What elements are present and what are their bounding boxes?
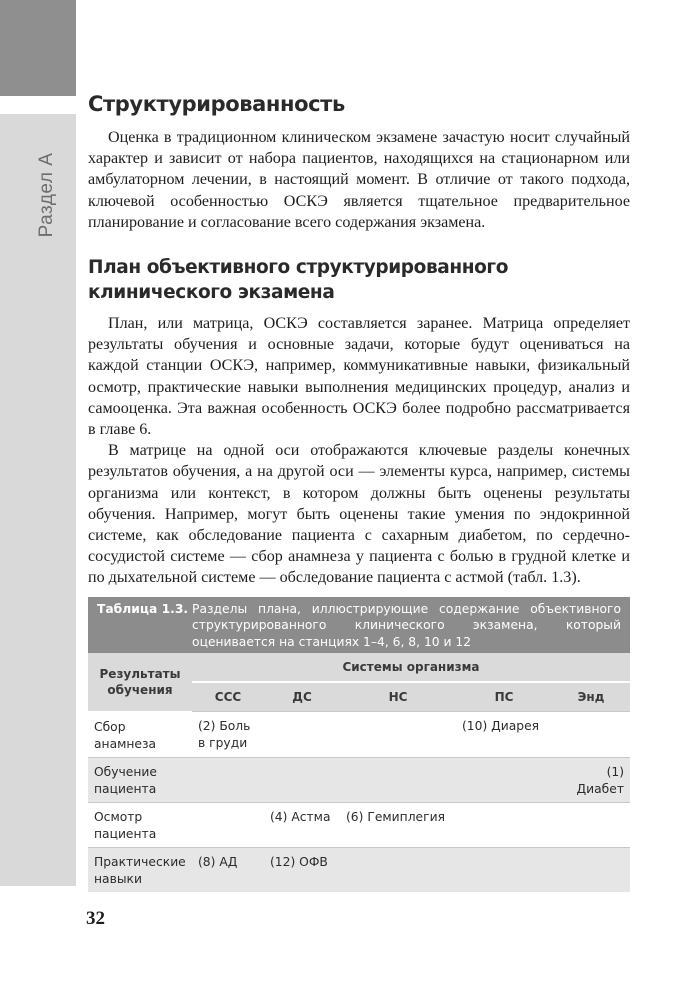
sidebar-top-block: [0, 0, 76, 96]
section-title-osce-plan: План объективного структурированного клинического экзамена: [88, 257, 508, 304]
table-cell: [340, 712, 456, 758]
table-cell: [340, 847, 456, 892]
table-cell: [192, 802, 264, 847]
column-header-ps: ПС: [456, 682, 552, 712]
row-label: Сбор анамнеза: [88, 712, 192, 758]
table-cell: (8) АД: [192, 847, 264, 892]
table-cell: [340, 757, 456, 802]
paragraph-plan-2: В матрице на одной оси отображаются ключевые разделы конечных результатов обучения, а на другой оси — элементы курса, например, системы организма или контекст, в котором должны быть оценены результаты обучения. Например, могут быть оценены такие умения по эндокринной системе, как обследование пациента с сахарным диабетом, по сердечно-сосудистой системе — сбор анамнеза у пациента с болью в грудной клетке и по дыхательной системе — обследование пациента с астмой (табл. 1.3).: [88, 442, 630, 587]
table-caption-text: Разделы плана, иллюстрирующие содержание объективного структурированного клинического экзамена, который оценивается на станциях 1–4, 6, 8, 10 и 12: [192, 601, 621, 649]
table-cell: [552, 847, 630, 892]
column-header-ds: ДС: [264, 682, 340, 712]
table-cell: [456, 847, 552, 892]
table-cell: [456, 757, 552, 802]
table-cell: (4) Астма: [264, 802, 340, 847]
table-row: [88, 712, 630, 758]
table-row: [88, 802, 630, 847]
table-caption-label: Таблица 1.3.: [97, 601, 189, 616]
row-label: Практические навыки: [88, 847, 192, 892]
table-caption: [88, 597, 630, 654]
group-header-systems: Системы организма: [192, 653, 630, 682]
row-label: Осмотр пациента: [88, 802, 192, 847]
paragraph-structure: Оценка в традиционном клиническом экзамене зачастую носит случайный характер и зависит от набора пациентов, находящихся на стационарном или амбулаторном лечении, в настоящий момент. В отличие от такого подхода, ключевой особенностью ОСКЭ является тщательное предварительное планирование и согласование всего содержания экзамена.: [88, 129, 630, 231]
table-cell: [264, 712, 340, 758]
blueprint-table: [88, 653, 630, 892]
table-cell: [456, 802, 552, 847]
row-header-outcomes: Результаты обучения: [88, 653, 192, 712]
table-cell: [192, 757, 264, 802]
column-header-end: Энд: [552, 682, 630, 712]
table-cell: [552, 712, 630, 758]
table-cell: (10) Диарея: [456, 712, 552, 758]
table-cell: (6) Гемиплегия: [340, 802, 456, 847]
table-cell: (1) Диабет: [552, 757, 630, 802]
column-header-ns: НС: [340, 682, 456, 712]
row-label: Обучение пациента: [88, 757, 192, 802]
table-row: [88, 847, 630, 892]
page-content: [88, 88, 630, 892]
column-header-css: ССС: [192, 682, 264, 712]
page-number: 32: [86, 908, 105, 929]
table-1-3: [88, 597, 630, 892]
table-row: [88, 757, 630, 802]
table-cell: [264, 757, 340, 802]
table-cell: [552, 802, 630, 847]
section-title-structure: Структурированность: [88, 92, 345, 116]
sidebar-section-label-text: Раздел А: [36, 152, 57, 238]
paragraph-plan-1: План, или матрица, ОСКЭ составляется заранее. Матрица определяет результаты обучения и основные задачи, которые будут оцениваться на каждой станции ОСКЭ, например, коммуникативные навыки, физикальный осмотр, практические навыки выполнения медицинских процедур, анализ и самооценка. Эта важная особенность ОСКЭ более подробно рассматривается в главе 6.: [88, 315, 630, 439]
table-cell: (2) Боль в груди: [192, 712, 264, 758]
table-cell: (12) ОФВ: [264, 847, 340, 892]
